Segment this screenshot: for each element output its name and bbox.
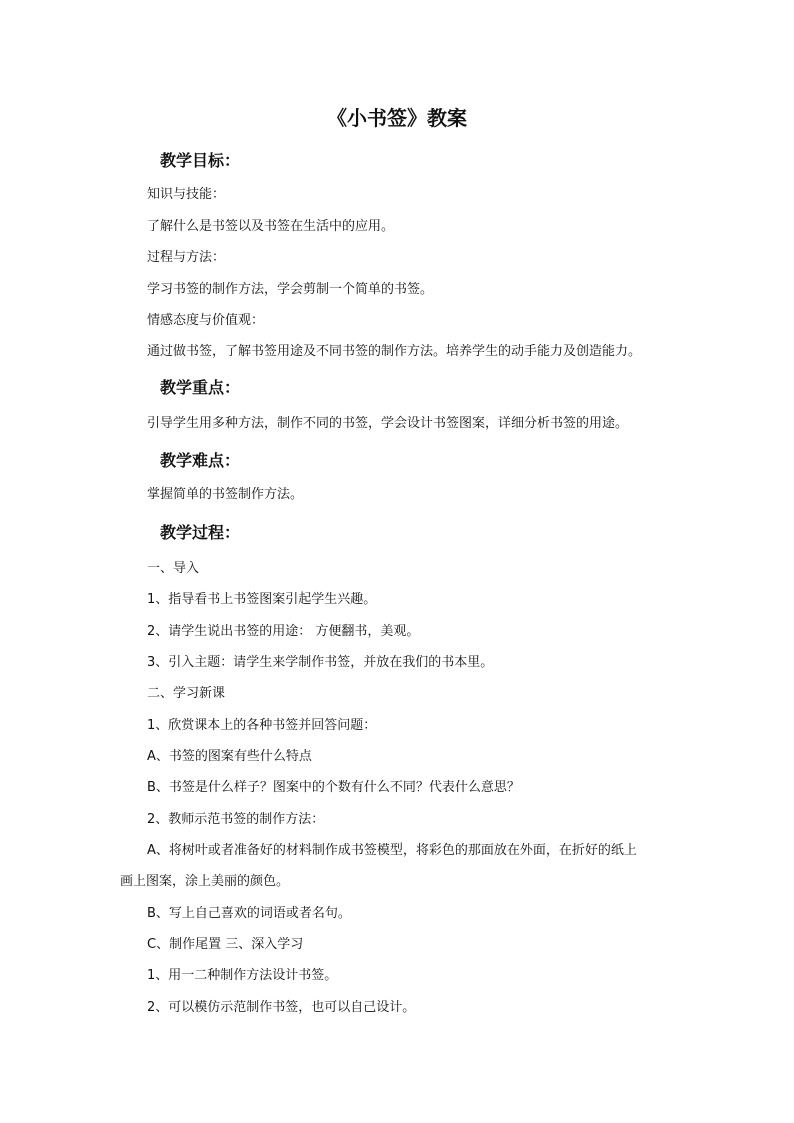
process-line: 画上图案，涂上美丽的颜色。 <box>120 874 290 889</box>
process-line: 2、可以模仿示范制作书签，也可以自己设计。 <box>147 1000 416 1015</box>
objectives-line: 过程与方法： <box>147 250 226 265</box>
objectives-line: 了解什么是书签以及书签在生活中的应用。 <box>147 219 395 234</box>
process-line: 1、欣赏课本上的各种书签并回答问题： <box>147 718 377 733</box>
process-line: 3、引入主题：请学生来学制作书签，并放在我们的书本里。 <box>147 655 494 670</box>
objectives-line: 通过做书签，了解书签用途及不同书签的制作方法。培养学生的动手能力及创造能力。 <box>147 344 642 359</box>
objectives-line: 知识与技能： <box>147 187 226 202</box>
key-points-heading: 教学重点： <box>160 378 241 397</box>
difficulties-heading: 教学难点： <box>160 451 241 470</box>
objectives-line: 学习书签的制作方法，学会剪制一个简单的书签。 <box>147 282 434 297</box>
process-line: 2、请学生说出书签的用途： 方便翻书，美观。 <box>147 624 420 639</box>
process-line: B、写上自己喜欢的词语或者名句。 <box>147 906 351 921</box>
difficulties-line: 掌握简单的书签制作方法。 <box>147 487 304 502</box>
process-line: 1、指导看书上书签图案引起学生兴趣。 <box>147 592 377 607</box>
objectives-line: 情感态度与价值观： <box>147 313 265 328</box>
process-line: A、书签的图案有些什么特点 <box>147 749 312 764</box>
process-line: 一、导入 <box>147 561 200 576</box>
objectives-heading: 教学目标： <box>160 151 241 170</box>
process-line: A、将树叶或者准备好的材料制作成书签模型，将彩色的那面放在外面，在折好的纸上 <box>147 843 637 858</box>
process-line: 1、用一二种制作方法设计书签。 <box>147 968 338 983</box>
process-heading: 教学过程： <box>160 523 241 542</box>
process-line: 二、学习新课 <box>147 686 226 701</box>
process-line: B、书签是什么样子？图案中的个数有什么不同？代表什么意思？ <box>147 780 520 795</box>
process-line: C、制作尾置 三、深入学习 <box>147 937 304 952</box>
process-line: 2、教师示范书签的制作方法： <box>147 812 325 827</box>
key-points-line: 引导学生用多种方法，制作不同的书签，学会设计书签图案，详细分析书签的用途。 <box>147 416 629 431</box>
document-title: 《小书签》教案 <box>327 106 467 130</box>
